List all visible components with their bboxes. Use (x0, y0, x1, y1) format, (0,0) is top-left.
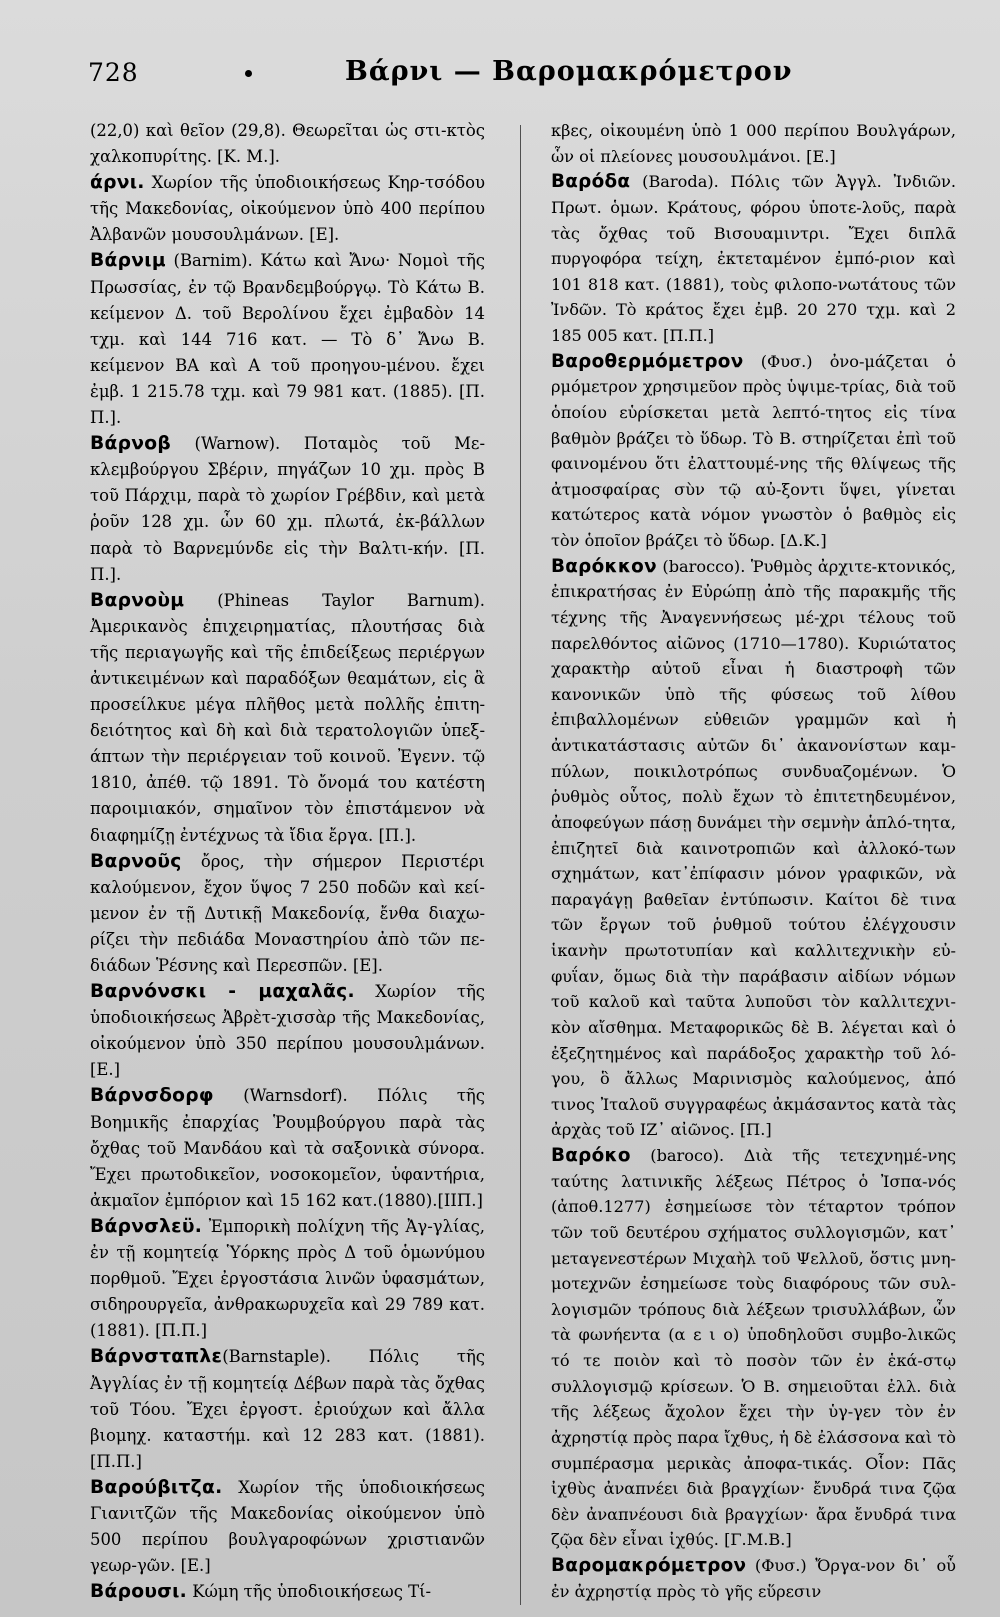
entry-text: (Phineas Taylor Barnum). Ἀμερικανὸς ἐπιχειρηματίας, πλουτήσας διὰ τῆς περιαγωγῆς καὶ τῆς ἐπιδείξεως περιέργων ἀντικειμένων καὶ παραδόξων θεαμάτων, εἰς ἃ προσείλκυε μέγα πλῆθος μετὰ πολλῆς ἐπιτη-δειότητος καὶ δὴ καὶ διὰ τερατολογιῶν ὑπεξ-άπτων τὴν περιέργειαν τοῦ κοινοῦ. Ἐγενν. τῷ 1810, ἀπέθ. τῷ 1891. Τὸ ὄνομά του κατέστη παροιμιακόν, σημαῖνον τὸν ἐπιστάμενον νὰ διαφημίζῃ ἐντέχνως τὰ ἴδια ἔργα. [Π.]. (90, 590, 485, 845)
dictionary-entry (90, 1083, 485, 1213)
entry-headword: Βαρούβιτζα. (90, 1476, 223, 1498)
entry-headword: Βαρόδα (551, 171, 631, 193)
entry-text: ὄρος, τὴν σήμερον Περιστέρι καλούμενον, ἔχον ὕψος 7 250 ποδῶν καὶ κεί-μενον ἐν τῇ Δυτικῇ Μακεδονίᾳ, ἔνθα διαχω-ρίζει τὴν πεδιάδα Μοναστηρίου ἀπὸ τῶν πε-διάδων Ῥέσνης καὶ Περεσπῶν. [Ε]. (90, 851, 485, 975)
entry-headword: Βάρνσταπλε (90, 1346, 223, 1368)
entry-headword: Βαρνοῦς (90, 850, 182, 872)
entry-text: (Warnow). Ποταμὸς τοῦ Με-κλεμβούργου Σβέριν, πηγάζων 10 χμ. πρὸς Β τοῦ Πάρχιμ, παρὰ τὸ χωρίον Γρέβδιν, καὶ μετὰ ῥοῦν 128 χμ. ὧν 60 χμ. πλωτά, ἐκ-βάλλων παρὰ τὸ Βαρνεμύνδε εἰς τὴν Βαλτι-κήν. [Π. Π.]. (90, 434, 485, 584)
left-column (90, 118, 485, 1605)
dictionary-entry (90, 849, 485, 979)
dictionary-entry (551, 349, 956, 554)
entry-text: Χωρίον τῆς ὑποδιοικήσεως Κηρ-τσόδου τῆς Μακεδονίας, οἰκούμενον ὑπὸ 400 περίπου Ἀλβανῶν μουσουλμάνων. [Ε]. (90, 173, 485, 245)
dictionary-entry (90, 1214, 485, 1344)
dictionary-entry (90, 1344, 485, 1474)
entry-text: (Warnsdorf). Πόλις τῆς Βοημικῆς ἐπαρχίας Ῥουμβούργου παρὰ τὰς ὄχθας τοῦ Μανδάου καὶ τὰ σαξονικὰ σύνορα. Ἔχει πρωτοδικεῖον, νοσοκομεῖον, ὑφαντήρια, ἀκμαῖον ἐμπόριον καὶ 15 162 κατ.(1880).[ΙΙΠ.] (90, 1086, 485, 1210)
dictionary-entry (90, 248, 485, 431)
entry-headword: Βαροθερμόμετρον (551, 350, 744, 372)
entry-text: (Φυσ.) Ὄργα-νον δι᾽ οὗ ἐν ἀχρηστίᾳ πρὸς τὸ γῆς εὕρεσιν (551, 1556, 956, 1601)
entry-text: (Φυσ.) ὀνο-μάζεται ὁ ρμόμετρον χρησιμεῦον πρὸς ὑψιμε-τρίας, διὰ τοῦ ὁποίου εὑρίσκεται μετὰ λεπτό-τητος εἰς τίνα βαθμὸν βράζει τὸ ὕδωρ. Τὸ Β. στηρίζεται ἐπὶ τοῦ φαινομένου ὅτι ἐλαττουμέ-νης τῆς θλίψεως τῆς ἀτμοσφαίρας σὺν τῷ αὐ-ξοντι ὕψει, γίνεται κατώτερος κατὰ νόμον γνωστὸν ὁ βαθμὸς εἰς τὸν ὁποῖον βράζει τὸ ὕδωρ. [Δ.Κ.] (551, 351, 956, 550)
entry-text: Χωρίον τῆς ὑποδιοικήσεως Ἀβρὲτ-χισσὰρ τῆς Μακεδονίας, οἰκούμενον ὑπὸ 350 περίπου μουσουλμάνων. [Ε.] (90, 982, 485, 1080)
entry-text: Κώμη τῆς ὑποδιοικήσεως Τί- (187, 1582, 432, 1602)
dictionary-entry (90, 979, 485, 1083)
entry-text: (Baroda). Πόλις τῶν Ἀγγλ. Ἰνδιῶν. Πρωτ. ὁμων. Κράτους, φόρου ὑποτε-λοῦς, παρὰ τὰς ὄχθας τοῦ Βισουαμιντρι. Ἔχει διπλᾶ πυργοφόρα τείχη, ἐκτεταμένον ἐμπό-ριον καὶ 101 818 κατ. (1881), τοὺς φιλοπο-νωτάτους τῶν Ἰνδῶν. Τὸ κράτος ἔχει ἐμβ. 20 270 τχμ. καὶ 2 185 005 κατ. [Π.Π.] (551, 172, 956, 345)
dictionary-entry (90, 588, 485, 849)
entry-headword: Βαρομακρόμετρον (551, 1555, 747, 1576)
page-header (0, 0, 1000, 110)
entry-headword: Βαρνόνσκι - μαχαλᾶς. (90, 981, 355, 1003)
dictionary-entry (551, 1553, 956, 1604)
right-column (551, 118, 956, 1604)
entry-headword: Βάρνοβ (90, 433, 172, 455)
entry-text: (baroco). Διὰ τῆς τετεχνημέ-νης ταύτης λατινικῆς λέξεως Πέτρος ὁ Ἰσπα-νός (ἀποθ.1277) ἐσημείωσε τὸν τέταρτον τρόπον τῶν τοῦ δευτέρου σχήματος συλλογισμῶν, κατ᾽ μεταγενεστέρων Μιχαὴλ τοῦ Ψελλοῦ, ὅστις μνη-μοτεχνῶν ἐσημείωσε τοὺς διαφόρους τῶν συλ-λογισμῶν τρόπους διὰ λέξεων τρισυλλάβων, ὧν τὰ φωνήεντα (α ε ι ο) ὑποδηλοῦσι συμβο-λικῶς τό τε ποιὸν καὶ τὸ ποσὸν τῶν ἐν ἑκά-στῳ συλλογισμῷ κρίσεων. Ὁ Β. σημειοῦται ἐλλ. διὰ τῆς λέξεως ἄχολον ἔχει τὴν ὑγ-γεν τὸν ἐν ἀχρηστίᾳ πρὸς παρα ἴχθυς, ἡ δὲ ἐλάσσονα καὶ τὸ συμπέρασμα μερικὰς ἀποφα-τικάς. Οἷον: Πᾶς ἰχθὺς ἀναπνέει διὰ βραγχίων· ἔνυδρά τινα ζῷα δὲν ἀναπνέουσι διὰ βραγχίων· ἄρα ἔνυδρά τινα ζῷα δὲν εἶναι ἰχθύς. [Γ.Μ.Β.] (551, 1146, 956, 1550)
dictionary-entry (90, 118, 485, 170)
dictionary-entry (90, 431, 485, 588)
dictionary-entry (551, 1143, 956, 1553)
entry-text: (Barnim). Κάτω καὶ Ἄνω· Νομοὶ τῆς Πρωσσίας, ἐν τῷ Βρανδεμβούργῳ. Τὸ Κάτω Β. κείμενον Δ. τοῦ Βερολίνου ἔχει ἐμβαδὸν 14 τχμ. καὶ 144 716 κατ. — Τὸ δ᾽ Ἄνω Β. κείμενον ΒΑ καὶ Α τοῦ προηγου-μένου. ἔχει ἐμβ. 1 215.78 τχμ. καὶ 79 981 κατ. (1885). [Π. Π.]. (90, 251, 485, 428)
entry-headword: Βάρνιμ (90, 250, 166, 272)
dictionary-entry (90, 1579, 485, 1605)
entry-text: (Barnstaple). Πόλις τῆς Ἀγγλίας ἐν τῇ κομητείᾳ Δέβων παρὰ τὰς ὄχθας τοῦ Τόου. Ἔχει ἐργοστ. ἐριούχων καὶ ἄλλα βιομηχ. καταστήμ. καὶ 12 283 κατ. (1881). [Π.Π.] (90, 1347, 485, 1471)
entry-headword: Βάρνσλεϋ. (90, 1215, 203, 1237)
entry-text: Ἐμπορικὴ πολίχνη τῆς Ἀγ-γλίας, ἐν τῇ κομητείᾳ Ὑόρκης πρὸς Δ τοῦ ὁμωνύμου πορθμοῦ. Ἔχει ἐργοστάσια λινῶν ὑφασμάτων, σιδηρουργεῖα, ἀνθρακωρυχεῖα καὶ 29 789 κατ. (1881). [Π.Π.] (90, 1216, 485, 1341)
entry-headword: Βαρόκο (551, 1145, 631, 1166)
dictionary-entry (551, 118, 956, 169)
entry-text: (barocco). Ῥυθμὸς ἀρχιτε-κτονικός, ἐπικρατήσας ἐν Εὐρώπῃ ἀπὸ τῆς παρακμῆς τῆς τέχνης τῆς Ἀναγεννήσεως μέ-χρι τέλους τοῦ παρελθόντος αἰῶνος (1710—1780). Κυριώτατος χαρακτὴρ αὐτοῦ εἶναι ἡ διαστροφὴ τῶν κανονικῶν ὑπὸ τῆς φύσεως τοῦ λίθου ἐπιβαλλομένων εὐθειῶν γραμμῶν καὶ ἡ ἀντικατάστασις αὐτῶν δι᾽ ἀκανονίστων καμ-πύλων, ποικιλοτρόπως συνδυαζομένων. Ὁ ῥυθμὸς οὗτος, πολὺ ἔχων τὸ ἐπιτετηδευμένον, ἀποφεύγων πάσῃ δυνάμει τὴν σεμνὴν ἁπλό-τητα, ἐπιζητεῖ διὰ καινοτροπιῶν καὶ ἀλλοκό-των σχημάτων, κατ᾽ἐπίφασιν μόνον γραφικῶν, νὰ παραγάγῃ βαθεῖαν ἐντύπωσιν. Καίτοι δὲ τινα τῶν ἔργων τοῦ ῥυθμοῦ τούτου ἐλέγχουσιν ἱκανὴν πρωτοτυπίαν καὶ καλλιτεχνικὴν εὐ-φυΐαν, ὅμως διὰ τὴν παράβασιν αἰδίων νόμων τοῦ καλοῦ καὶ ταῦτα λυποῦσι τὸν καλλιτεχνι-κὸν αἴσθημα. Μεταφορικῶς δὲ Β. λέγεται καὶ ὁ ἐξεζητημένος καὶ παράδοξος χαρακτὴρ τοῦ λό-γου, ὃ ἄλλως Μαρινισμὸς καλούμενος, ἀπό τινος Ἰταλοῦ συγγραφέως ἀκμάσαντος κατὰ τὰς ἀρχὰς τοῦ ΙΖ᾽ αἰῶνος. [Π.] (551, 556, 956, 1140)
page-number: 728 (88, 58, 139, 87)
dictionary-entry (90, 1475, 485, 1579)
entry-headword: Βαρνοὺμ (90, 589, 185, 611)
dictionary-entry (551, 554, 956, 1143)
entry-text: Χωρίον τῆς ὑποδιοικήσεως Γιανιτζῶν τῆς Μακεδονίας οἰκούμενον ὑπὸ 500 περίπου βουλγαροφώνων χριστιανῶν γεωρ-γῶν. [Ε.] (90, 1477, 485, 1576)
entry-text: κβες, οἰκουμένη ὑπὸ 1 000 περίπου Βουλγάρων, ὧν οἱ πλείονες μουσουλμάνοι. [Ε.] (551, 121, 956, 166)
entry-headword: Βάρνσδορφ (90, 1085, 214, 1107)
entry-headword: Βάρουσι. (90, 1581, 188, 1603)
dictionary-entry (551, 169, 956, 348)
entry-headword: Βαρόκκον (551, 555, 657, 577)
column-divider (520, 125, 521, 1605)
entry-headword: άρνι. (90, 172, 145, 194)
running-head: Βάρνι — Βαρομακρόμετρον (345, 56, 793, 87)
dictionary-entry (90, 170, 485, 248)
entry-text: (22,0) καὶ θεῖον (29,8). Θεωρεῖται ὡς στι-κτὸς χαλκοπυρίτης. [Κ. Μ.]. (90, 121, 485, 167)
bullet-mark (245, 70, 252, 77)
